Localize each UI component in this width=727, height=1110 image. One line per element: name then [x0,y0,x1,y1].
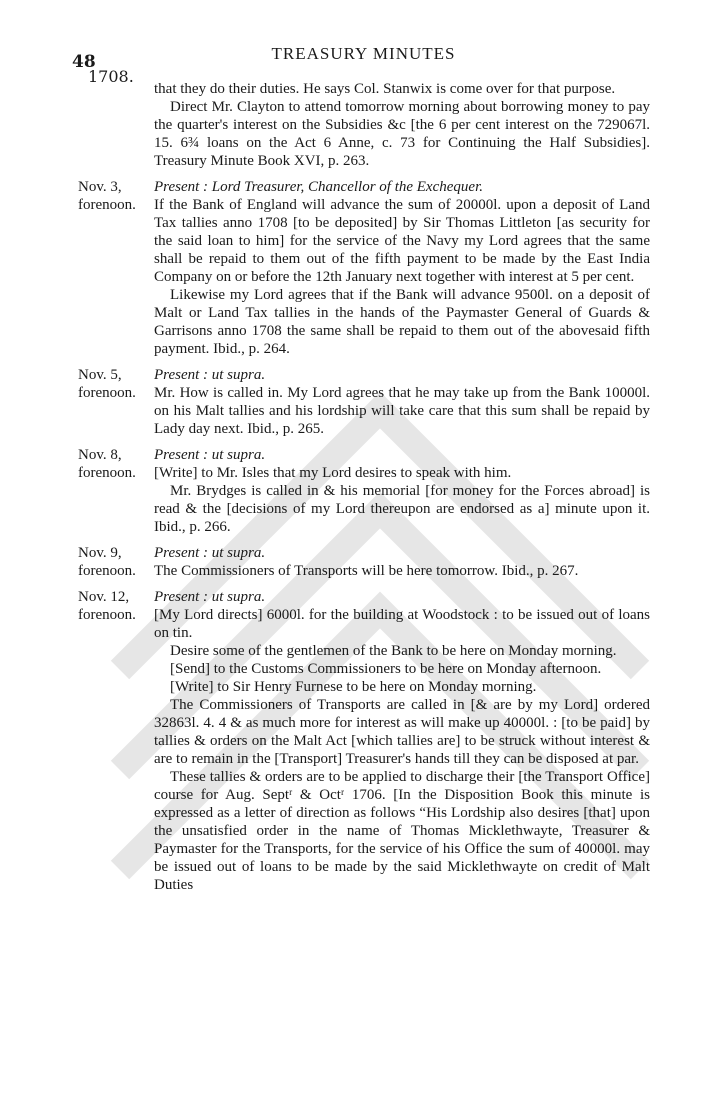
entry-text [154,588,650,894]
entry-date [78,588,150,624]
paragraph: [My Lord directs] 6000l. for the building at Woodstock : to be issued out of loans on tin. [154,607,650,641]
entry-text [154,366,650,438]
date-day: Nov. 12, [78,589,130,605]
paragraph: [Write] to Mr. Isles that my Lord desires to speak with him. [154,465,512,481]
entry-text [154,80,650,170]
entry-date [78,178,150,214]
paragraph: The Commissioners of Transports will be here tomorrow. Ibid., p. 267. [154,563,579,579]
present-line: Present : ut supra. [154,367,266,383]
entry-text [154,446,650,536]
paragraph: [Write] to Sir Henry Furnese to be here on Monday morning. [170,679,537,695]
minute-entry [0,366,727,438]
paragraph: [Send] to the Customs Commissioners to be here on Monday afternoon. [170,661,602,677]
present-line: Present : Lord Treasurer, Chancellor of the Exchequer. [154,179,483,195]
minute-entry [0,588,727,894]
date-time: forenoon. [78,563,136,579]
date-day: Nov. 8, [78,447,122,463]
page-number: 48 [72,52,96,72]
paragraph: These tallies & orders are to be applied to discharge their [the Transport Office] course for Aug. Septʳ & Octʳ 1706. [In the Disposition Book this minute is expressed as a letter of direction as follows “His Lordship also desires [that] upon the unsatisfied order in the name of Thomas Micklethwayte, Treasurer & Paymaster for the Transports, for the service of his Office the sum of 40000l. may be issued out of loans to be made by the said Micklethwayte on credit of Malt Duties [154,769,650,893]
minute-entry [0,178,727,358]
date-day: Nov. 5, [78,367,122,383]
date-day: Nov. 9, [78,545,122,561]
margin-year: 1708. [88,67,134,86]
paragraph: Mr. Brydges is called in & his memorial [for money for the Forces abroad] is read & the [decisions of my Lord thereupon are endorsed as a] minute upon it. Ibid., p. 266. [154,483,650,535]
minutes-body [0,80,727,900]
paragraph: Direct Mr. Clayton to attend tomorrow morning about borrowing money to pay the quarter's interest on the Subsidies &c [the 6 per cent interest on the 729067l. 15. 6¾ loans on the Act 6 Anne, c. 73 for Continuing the Half Subsidies]. Treasury Minute Book XVI, p. 263. [154,99,650,169]
paragraph: Likewise my Lord agrees that if the Bank will advance 9500l. on a deposit of Malt or Land Tax tallies in the hands of the Paymaster General of Guards & Garrisons anno 1708 the same shall be repaid to them out of the abovesaid fifth payment. Ibid., p. 264. [154,287,650,357]
date-time: forenoon. [78,607,136,623]
minute-entry [0,544,727,580]
entry-date [78,446,150,482]
date-time: forenoon. [78,197,136,213]
present-line: Present : ut supra. [154,447,266,463]
paragraph: Mr. How is called in. My Lord agrees that he may take up from the Bank 10000l. on his Malt tallies and his lordship will take care that this sum shall be repaid by Lady day next. Ibid., p. 265. [154,385,650,437]
paragraph: If the Bank of England will advance the sum of 20000l. upon a deposit of Land Tax tallies anno 1708 [to be deposited] by Sir Thomas Littleton [as security for the said loan to him] for the service of the Navy my Lord agrees that the same shall be repaid to them out of the fifth payment to be made by the East India Company on or before the 12th January next together with interest at 5 per cent. [154,197,650,285]
present-line: Present : ut supra. [154,545,266,561]
entry-text [154,178,650,358]
date-day: Nov. 3, [78,179,122,195]
running-head: TREASURY MINUTES [271,44,456,63]
present-line: Present : ut supra. [154,589,266,605]
date-time: forenoon. [78,465,136,481]
paragraph: The Commissioners of Transports are called in [& are by my Lord] ordered 32863l. 4. 4 & as much more for interest as will make up 40000l. : [to be paid] by tallies & orders on the Malt Act [which tallies are] to be struck without interest & are to remain in the [Transport] Treasurer's hands till they can be disposed at par. [154,697,650,767]
minute-entry [0,446,727,536]
entry-text [154,544,650,580]
entry-date [78,544,150,580]
paragraph: that they do their duties. He says Col. Stanwix is come over for that purpose. [154,81,616,97]
date-time: forenoon. [78,385,136,401]
minute-entry [0,80,727,170]
paragraph: Desire some of the gentlemen of the Bank to be here on Monday morning. [170,643,617,659]
entry-date [78,366,150,402]
